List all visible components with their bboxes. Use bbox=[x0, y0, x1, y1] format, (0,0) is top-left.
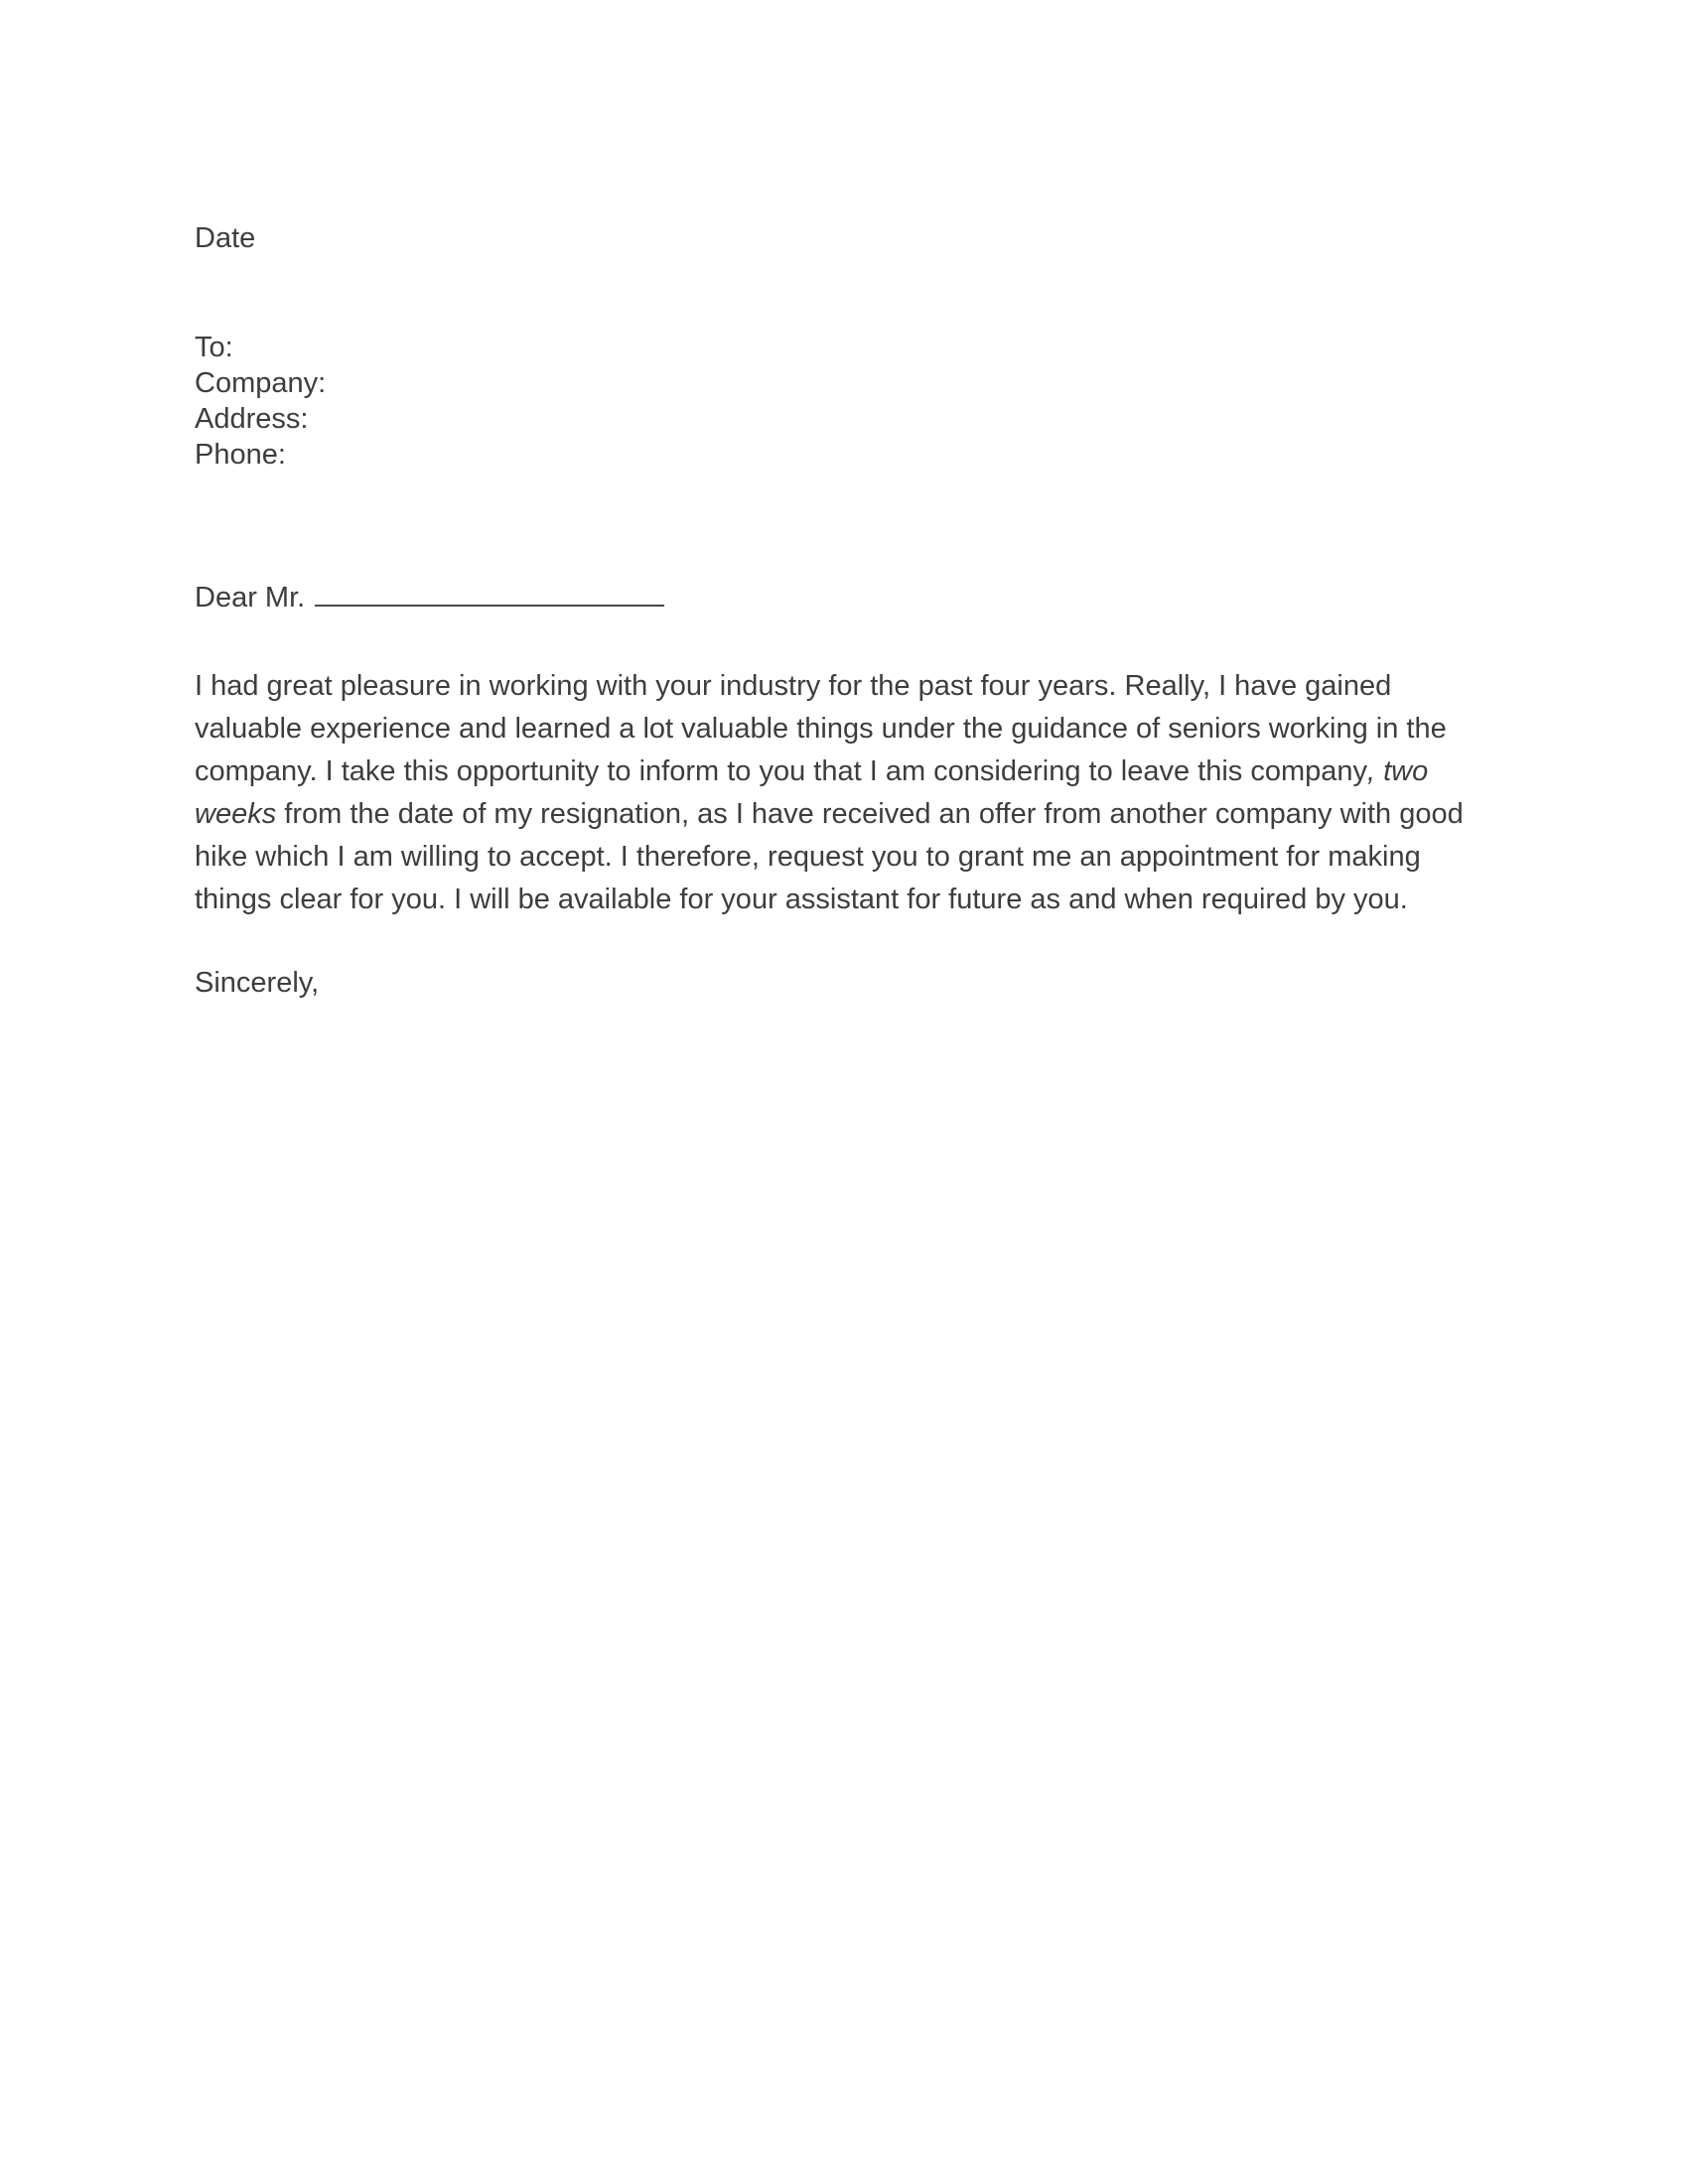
letter-paragraph bbox=[195, 665, 1464, 921]
letter-content bbox=[195, 220, 1466, 1029]
salutation-blank-line bbox=[315, 604, 664, 607]
paragraph-emphasis-two-weeks: , two weeks bbox=[195, 755, 1429, 830]
paragraph-segment-3: from the date of my resignation, as I have received an offer from another company with good hike which I am willing to accept. I therefore, request you to grant me an appointment for making things clear for you. I will be available for your assistant for future as and when required by you. bbox=[195, 798, 1464, 915]
recipient-company-label: Company: bbox=[195, 367, 327, 399]
salutation-text: Dear Mr. bbox=[195, 582, 306, 614]
closing-salutation: Sincerely, bbox=[195, 967, 320, 999]
recipient-to-label: To: bbox=[195, 332, 233, 363]
salutation bbox=[195, 580, 1466, 615]
date-label: Date bbox=[195, 222, 256, 254]
paragraph-segment-1: I had great pleasure in working with your industry for the past four years. Really, I have gained valuable experience and learned a lot valuable things under the guidance of seniors working in the company. I take this opportunity to inform to you that I am considering to leave this company bbox=[195, 670, 1447, 787]
recipient-block bbox=[195, 330, 1466, 473]
recipient-address-label: Address: bbox=[195, 403, 309, 435]
recipient-phone-label: Phone: bbox=[195, 439, 286, 471]
